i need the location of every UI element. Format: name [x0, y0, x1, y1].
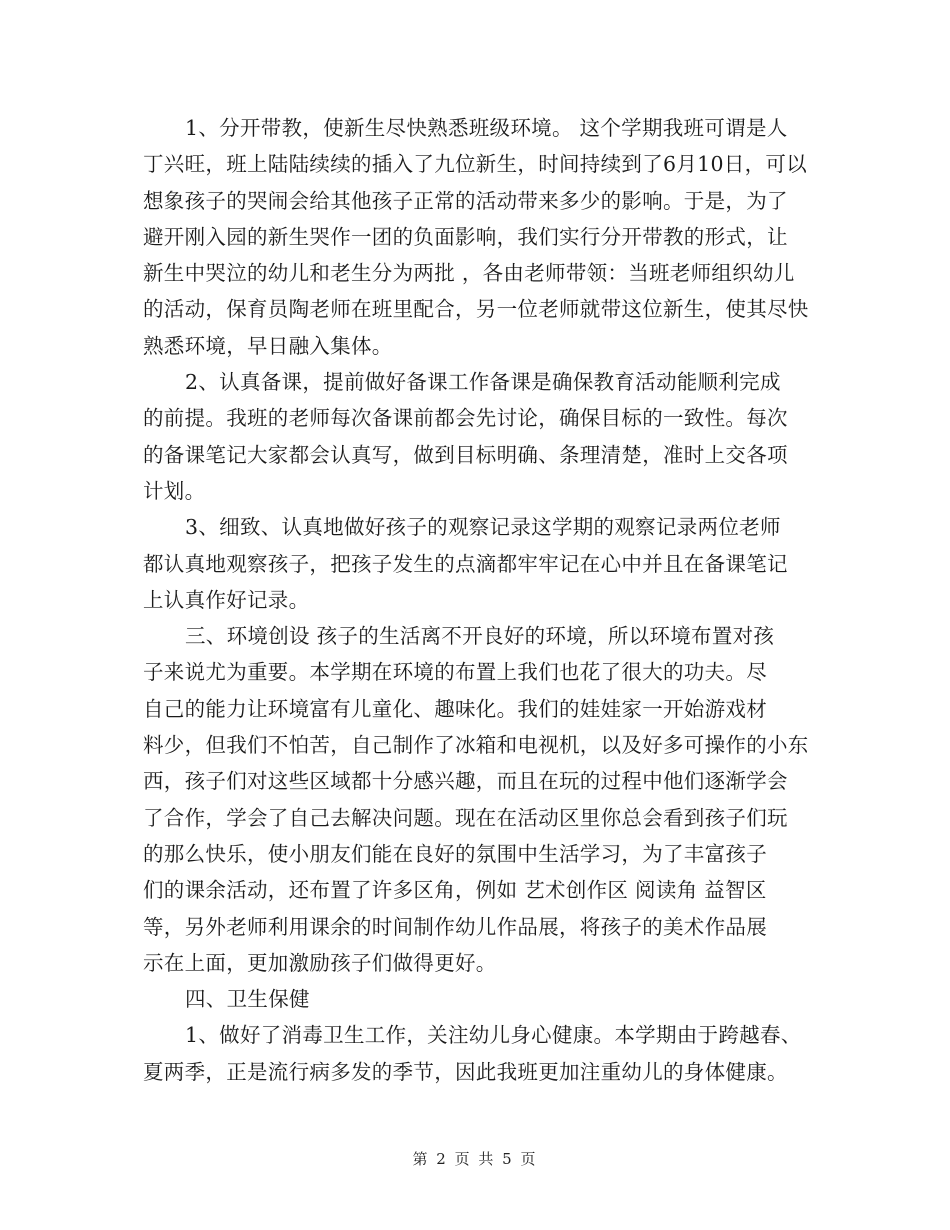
paragraph-observation	[143, 509, 807, 618]
text-line: 1、分开带教，使新生尽快熟悉班级环境。 这个学期我班可谓是人	[185, 116, 788, 140]
text-line: 想象孩子的哭闹会给其他孩子正常的活动带来多少的影响。于是，为了	[143, 188, 788, 213]
section-heading-hygiene	[143, 981, 807, 1017]
text-line: 的前提。我班的老师每次备课前都会先讨论，确保目标的一致性。每次	[143, 406, 788, 431]
text-line: 自己的能力让环境富有儿童化、趣味化。我们的娃娃家一开始游戏材	[143, 696, 767, 721]
text-line: 2、认真备课，提前做好备课工作备课是确保教育活动能顺利完成	[185, 370, 781, 395]
document-body	[143, 110, 807, 1090]
text-line: 西，孩子们对这些区域都十分感兴趣，而且在玩的过程中他们逐渐学会	[143, 769, 788, 794]
text-line: 1、做好了消毒卫生工作，关注幼儿身心健康。本学期由于跨越春、	[185, 1023, 802, 1048]
text-line: 熟悉环境，早日融入集体。	[143, 333, 393, 358]
text-line: 的那么快乐，使小朋友们能在良好的氛围中生活学习，为了丰富孩子	[143, 841, 767, 866]
text-line: 计划。	[143, 478, 206, 503]
paragraph-new-students	[143, 110, 807, 364]
text-line: 的活动，保育员陶老师在班里配合，另一位老师就带这位新生，使其尽快	[143, 297, 809, 322]
text-line: 料少，但我们不怕苦，自己制作了冰箱和电视机，以及好多可操作的小东	[143, 733, 809, 758]
text-line: 们的课余活动，还布置了许多区角，例如 艺术创作区 阅读角 益智区	[143, 878, 767, 903]
page-number-footer: 第 2 页 共 5 页	[412, 1150, 538, 1168]
text-line: 子来说尤为重要。本学期在环境的布置上我们也花了很大的功夫。尽	[143, 660, 767, 685]
text-line: 都认真地观察孩子，把孩子发生的点滴都牢牢记在心中并且在备课笔记	[143, 551, 788, 576]
text-line: 丁兴旺，班上陆陆续续的插入了九位新生，时间持续到了6月10日，可以	[143, 152, 808, 177]
text-line: 了合作，学会了自己去解决问题。现在在活动区里你总会看到孩子们玩	[143, 805, 788, 830]
paragraph-lesson-prep	[143, 364, 807, 509]
section-heading: 四、卫生保健	[185, 987, 310, 1012]
text-line: 示在上面，更加激励孩子们做得更好。	[143, 950, 497, 975]
text-line: 3、细致、认真地做好孩子的观察记录这学期的观察记录两位老师	[185, 515, 781, 540]
paragraph-environment	[143, 618, 807, 981]
text-line: 上认真作好记录。	[143, 587, 310, 612]
text-line: 避开刚入园的新生哭作一团的负面影响，我们实行分开带教的形式，让	[143, 224, 788, 249]
paragraph-disinfection	[143, 1017, 807, 1090]
text-line: 三、环境创设 孩子的生活离不开良好的环境，所以环境布置对孩	[185, 624, 775, 649]
text-line: 夏两季，正是流行病多发的季节，因此我班更加注重幼儿的身体健康。	[143, 1059, 788, 1084]
text-line: 的备课笔记大家都会认真写，做到目标明确、条理清楚，准时上交各项	[143, 442, 788, 467]
text-line: 新生中哭泣的幼儿和老生分为两批 ，各由老师带领：当班老师组织幼儿	[143, 261, 795, 286]
text-line: 等，另外老师利用课余的时间制作幼儿作品展，将孩子的美术作品展	[143, 914, 767, 939]
